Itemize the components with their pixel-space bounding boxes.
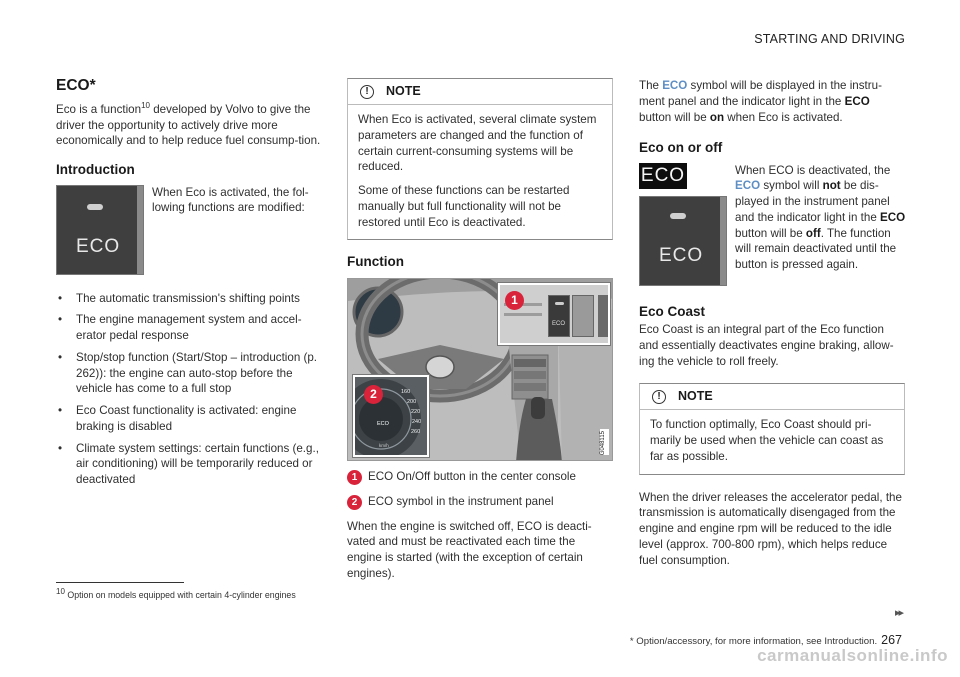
indicator-light <box>670 213 686 219</box>
note-paragraph: When Eco is activated, several climate system parameters are changed and the function of certain current-consuming systems will be reduced. <box>358 113 597 174</box>
text-span: symbol will be displayed in the instru-ment panel and the indicator light in the <box>639 79 882 108</box>
text-span: be dis-played in the instrument panel and the indicator light in the <box>735 179 890 224</box>
eco-term: ECO <box>662 79 688 92</box>
eco-on-off-heading: Eco on or off <box>639 140 723 156</box>
callout-1: 1 <box>505 291 524 310</box>
list-item: • Eco Coast functionality is activated: engine braking is disabled <box>56 403 324 435</box>
eco-button-label: ECO <box>76 235 121 257</box>
note-box-coast <box>639 383 905 474</box>
not-term: not <box>822 179 841 193</box>
legend-text: ECO symbol in the instrument panel <box>368 494 554 508</box>
console-eco-label: ECO <box>552 320 566 327</box>
modified-functions-list <box>56 291 324 488</box>
footnote-ref[interactable]: 10 <box>141 101 150 111</box>
intro-text-cont: developed by Volvo to give the driver the opportunity to actively drive more economically and to help reduce fuel consump-tion. <box>56 102 321 148</box>
footnote-divider <box>56 582 184 583</box>
gauge-inset <box>353 375 429 457</box>
deactivation-paragraph <box>735 163 907 273</box>
off-term: off <box>805 226 821 240</box>
column-middle <box>347 78 613 582</box>
legend-item <box>347 469 613 485</box>
footnote-number: 10 <box>56 587 65 596</box>
gauge-unit: km/h <box>379 442 389 448</box>
text-span: The <box>639 79 663 92</box>
list-item: • Stop/stop function (Start/Stop – introduction (p. 262)): the engine can auto-stop before the vehicle has come to a full stop <box>56 350 324 397</box>
legend-item <box>347 494 613 510</box>
on-term: on <box>709 110 725 124</box>
figure-legend <box>347 469 613 510</box>
text-span: symbol will <box>760 179 823 193</box>
text-span: . The function will remain deactivated until the button is pressed again. <box>735 226 897 272</box>
note-paragraph: To function optimally, Eco Coast should pri-marily be used when the vehicle can coast as far as possible. <box>650 418 884 463</box>
eco-term: ECO <box>880 210 906 224</box>
callout-2: 2 <box>364 385 383 404</box>
footer-text: * Option/accessory, for more information, see Introduction. <box>629 636 878 647</box>
info-icon: ! <box>652 390 666 404</box>
gauge-tick: 260 <box>411 428 421 435</box>
intro-text: Eco is a function <box>56 102 142 116</box>
eco-term: ECO <box>844 94 870 108</box>
gauge-eco-symbol: ECO <box>377 420 389 427</box>
indicator-light <box>87 204 103 210</box>
note-label: NOTE <box>678 389 713 404</box>
column-left <box>56 75 324 494</box>
list-item: • The automatic transmission's shifting points <box>56 291 324 307</box>
list-item: • The engine management system and accel-erator pedal response <box>56 312 324 344</box>
eco-location-figure <box>347 278 613 461</box>
footnote <box>56 587 296 600</box>
eco-on-off-block <box>639 163 905 287</box>
legend-callout-1: 1 <box>347 470 362 485</box>
note-body <box>348 105 612 239</box>
eco-button-image <box>56 185 144 275</box>
list-item: • Climate system settings: certain functions (e.g., air conditioning) will be temporarily reduced or deactivated <box>56 441 324 488</box>
note-header <box>640 384 904 410</box>
info-icon: ! <box>360 85 374 99</box>
footnote-text: Option on models equipped with certain 4-cylinder engines <box>67 589 296 600</box>
introduction-heading: Introduction <box>56 162 135 178</box>
text-span: button will be <box>735 226 806 240</box>
text-span: button will be <box>639 110 710 124</box>
function-heading: Function <box>347 254 404 270</box>
note-body <box>640 410 904 473</box>
gauge-tick: 220 <box>411 408 421 415</box>
legend-callout-2: 2 <box>347 495 362 510</box>
eco-symbol-paragraph <box>639 78 905 125</box>
gauge-tick: 200 <box>407 398 417 405</box>
section-header: STARTING AND DRIVING <box>754 32 905 46</box>
eco-term: ECO <box>735 179 761 193</box>
gauge-tick: 160 <box>401 388 411 395</box>
note-box-climate <box>347 78 613 240</box>
page-title: ECO* <box>56 77 96 94</box>
gauge-tick: 240 <box>412 418 422 425</box>
console-eco-button <box>548 295 570 337</box>
eco-symbol-image: ECO <box>639 163 687 189</box>
note-header <box>348 79 612 105</box>
eco-coast-paragraph: Eco Coast is an integral part of the Eco function and essentially deactivates engine braking, allow-ing the vehicle to roll freely. <box>639 323 894 368</box>
introduction-block <box>56 185 324 275</box>
introduction-text: When Eco is activated, the fol-lowing functions are modified: <box>152 185 309 215</box>
note-paragraph: Some of these functions can be restarted manually but full functionality will not be restored until Eco is deactivated. <box>358 184 570 229</box>
figure-code: G048115 <box>599 430 606 455</box>
eco-coast-heading: Eco Coast <box>639 303 706 319</box>
column-right <box>639 78 905 568</box>
legend-text: ECO On/Off button in the center console <box>368 469 576 483</box>
intro-paragraph <box>56 101 324 149</box>
release-paragraph: When the driver releases the accelerator pedal, the transmission is automatically disengaged from the engine and engine rpm will be reduced to the idle level (approx. 700-800 rpm), which helps reduce fuel consumption. <box>639 490 902 567</box>
text-span: When ECO is deactivated, the <box>735 163 891 177</box>
text-span: when Eco is activated. <box>724 110 843 124</box>
note-label: NOTE <box>386 84 421 98</box>
engine-off-paragraph: When the engine is switched off, ECO is deacti-vated and must be reactivated each time the engine is started (with the exception of certain engines). <box>347 519 592 581</box>
watermark: carmanualsonline.info <box>757 646 948 665</box>
page-footer <box>630 633 902 647</box>
eco-button-image <box>639 196 727 286</box>
next-page-arrows-icon[interactable]: ▸▸ <box>894 607 902 619</box>
page-number: 267 <box>881 633 902 647</box>
eco-button-label: ECO <box>659 244 704 266</box>
